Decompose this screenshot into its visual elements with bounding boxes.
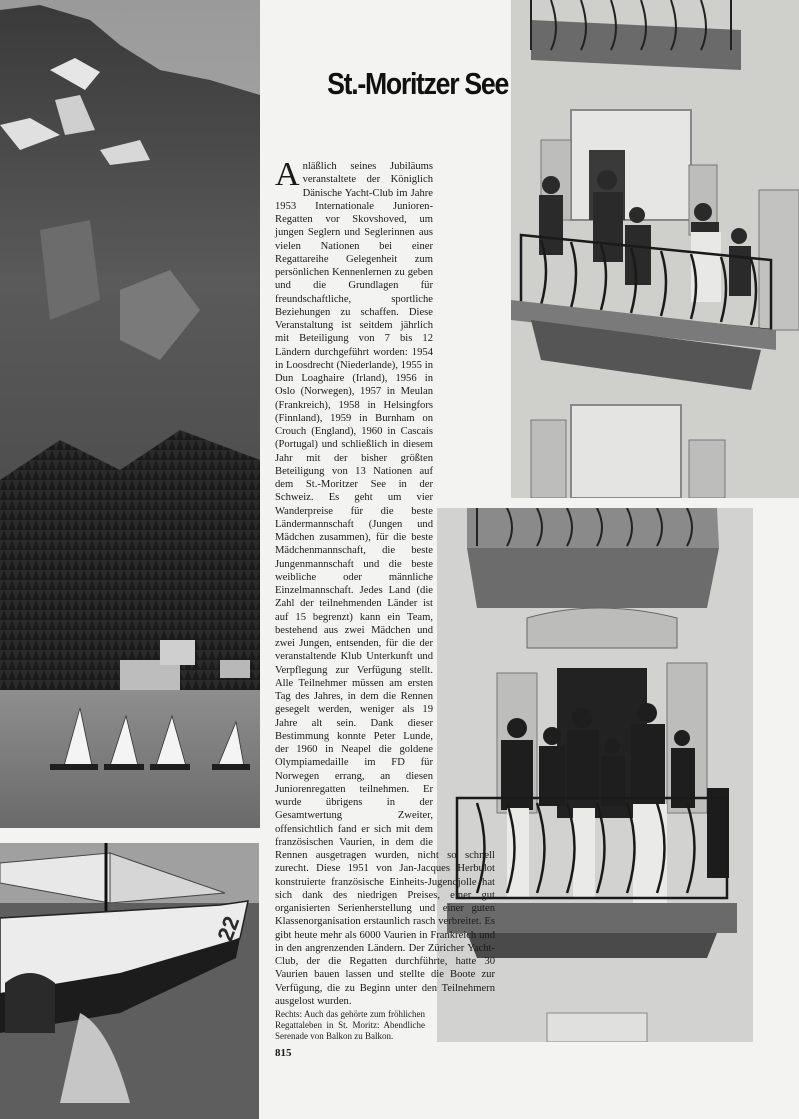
sail-number: 22: [212, 912, 245, 945]
page-title: St.-Moritzer See: [327, 66, 508, 101]
page-number: 815: [275, 1047, 292, 1059]
photo-wrap-spacer: [433, 491, 495, 838]
article-body: [275, 156, 495, 1008]
drop-cap: A: [275, 156, 300, 193]
photo-mountain-lake-regatta: [0, 0, 260, 828]
photo-upper-balcony-audience: [511, 0, 799, 498]
photo-vaurien-sailboat: [0, 843, 259, 1119]
photo-caption: Rechts: Auch das gehörte zum fröhlichen Regattaleben in St. Moritz: Abendliche Serenade von Balkon zu Balkon.: [275, 1009, 425, 1041]
article-text: nläßlich seines Jubiläums veranstaltete der Königlich Dänische Yacht-Club im Jahre 1953 Internationale Junioren-Regatten vor Skovshoved, um jungen Seglern und Seglerinnen aus vielen Nationen bei einer Regattareihe Gelegenheit zum persönlichen Kennenlernen zu geben und die Grundlagen für freundschaftliche, sportliche Beziehungen zu schaffen. Diese Veranstaltung ist seitdem jährlich mit Beteiligung von 7 bis 12 Ländern durchgeführt worden: 1954 in Loosdrecht (Niederlande), 1955 in Dun Loaghaire (Irland), 1956 in Oslo (Norwegen), 1957 in Meulan (Frankreich), 1958 in Helsingfors (Finnland), 1959 in Burnham on Crouch (England), 1960 in Cascais (Portugal) und schließlich in diesem Jahr mit der bisher größten Beteiligung von 13 Nationen auf dem St.-Moritzer See in der Schweiz. Es geht um vier Wanderpreise für die beste Ländermannschaft (Jungen und Mädchen zusammen), für die beste Mädchenmannschaft, die beste Jungenmannschaft und die beste weibliche oder männliche Einzelmannschaft. Jedes Land (die Zahl der teilnehmenden Länder ist auf 15 begrenzt) kann ein Team, bestehend aus zwei Mädchen und zwei Jungen, entsenden, für die der veranstaltende Klub Unterkunft und Verpflegung zur Verfügung stellt. Alle Teilnehmer müssen am ersten Tag des Jahres, in dem die Rennen gesegelt werden, weniger als 19 Jahre alt sein. Dank dieser Bestimmung konnte Peter Lunde, der 1960 in Neapel die goldene Olympiamedaille im FD für Norwegen errang, an diesen Juniorenregatten teilnehmen. Er wurde übrigens in der Gesamtwertung Zweiter, offensichtlich fand er sich mit dem französischen Vaurien, in dem die Rennen ausgetragen wurden, nicht so schnell zurecht. Diese 1951 von Jan-Jacques Herbulot konstruierte französische Einheits-Jugendjolle hat sich dank des niedrigen Preises, einer gut organisierten Serienherstellung und einer guten Klassenorganisation erstaunlich rasch verbreitet. Es gibt heute mehr als 6000 Vaurien in Frankreich und in den angrenzenden Ländern. Der Züricher Yacht-Club, der die Regatten durchführte, hatte 30 Vaurien bauen lassen und stellte die Boote zur Verfügung, die zu Beginn unter den Teilnehmern ausgelost wurden.: [275, 161, 495, 1007]
